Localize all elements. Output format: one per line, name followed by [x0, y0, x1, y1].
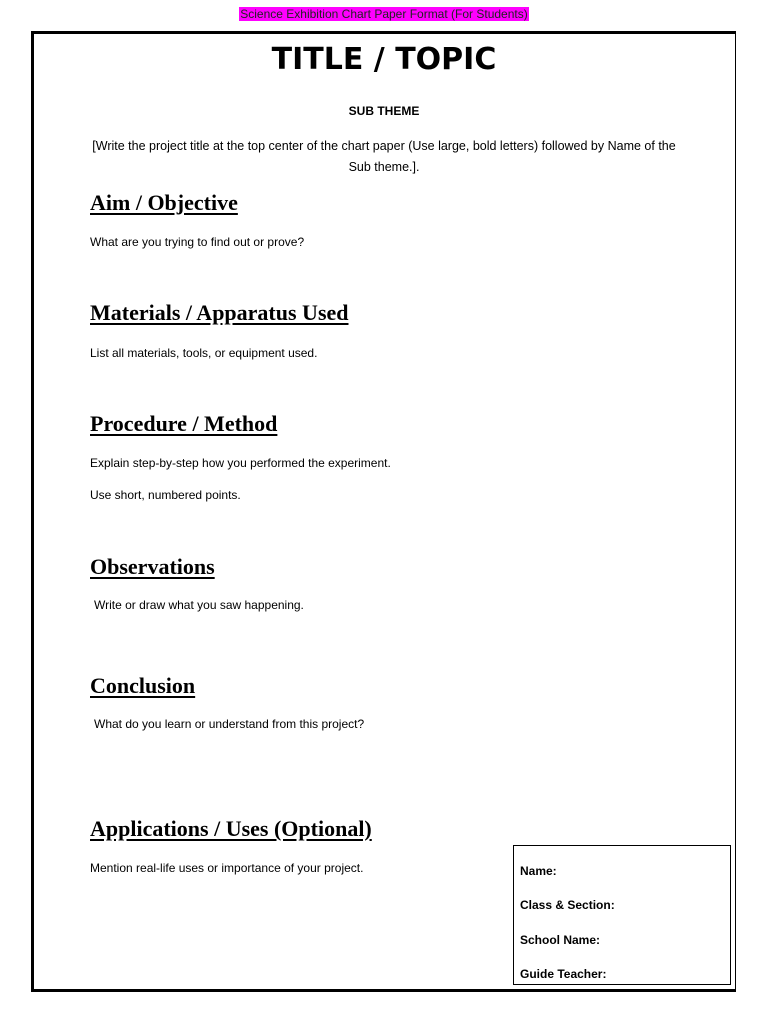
observations-text: Write or draw what you saw happening. — [94, 598, 304, 612]
aim-heading: Aim / Objective — [90, 190, 238, 215]
procedure-text-1: Explain step-by-step how you performed the experiment. — [90, 456, 391, 470]
materials-heading: Materials / Apparatus Used — [90, 300, 349, 325]
materials-text: List all materials, tools, or equipment used. — [90, 346, 318, 360]
conclusion-heading: Conclusion — [90, 673, 196, 698]
applications-text: Mention real-life uses or importance of your project. — [90, 861, 364, 875]
sub-theme: SUB THEME — [348, 104, 420, 118]
conclusion-text: What do you learn or understand from this project? — [94, 717, 365, 731]
student-info-box — [513, 845, 731, 985]
name-label: Name: — [520, 864, 557, 878]
page-title: TITLE / TOPIC — [271, 42, 497, 77]
guide-teacher-label: Guide Teacher: — [520, 967, 607, 981]
aim-text: What are you trying to find out or prove? — [90, 235, 305, 249]
observations-heading: Observations — [90, 554, 215, 579]
header-label-text: Science Exhibition Chart Paper Format (For Students) — [240, 7, 528, 21]
procedure-heading: Procedure / Method — [90, 411, 278, 436]
school-name-label: School Name: — [520, 933, 601, 947]
title-instruction: [Write the project title at the top center of the chart paper (Use large, bold letters) followed by Name of the Sub theme.]. — [92, 139, 676, 174]
applications-heading: Applications / Uses (Optional) — [90, 816, 372, 841]
header-label — [0, 6, 768, 22]
class-section-label: Class & Section: — [520, 898, 615, 912]
procedure-text-2: Use short, numbered points. — [90, 488, 241, 502]
